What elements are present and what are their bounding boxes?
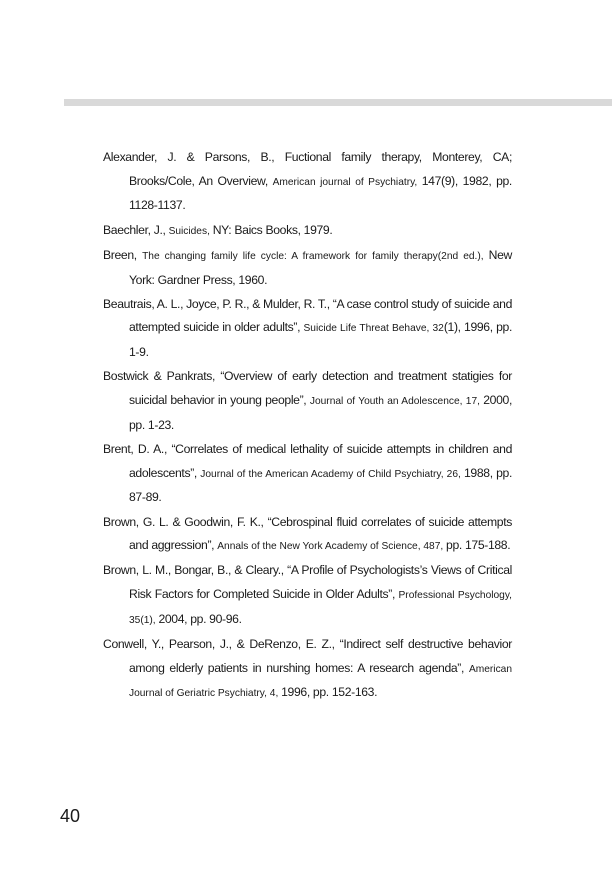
reference-details: New York: Gardner Press, 1960.	[129, 247, 512, 287]
reference-source: Annals of the New York Academy of Science, 487,	[217, 541, 447, 553]
reference-authors-title: Bostwick & Pankrats, “Overview of early detection and treatment statigies for suicidal behavior in young people”,	[103, 369, 512, 408]
reference-source: Suicide Life Threat Behave, 32	[303, 323, 444, 335]
reference-entry	[103, 146, 512, 218]
reference-details: NY: Baics Books, 1979.	[212, 222, 333, 237]
reference-source: Suicides,	[168, 225, 213, 237]
reference-authors-title: Brown, G. L. & Goodwin, F. K., “Cebrospinal fluid correlates of suicide attempts and aggression”,	[103, 514, 512, 553]
reference-source: American Journal of Geriatric Psychiatry, 4,	[129, 663, 512, 700]
reference-source: Professional Psychology, 35(1),	[129, 590, 513, 626]
reference-authors-title: Baechler, J.,	[103, 222, 169, 237]
reference-authors-title: Breen,	[103, 247, 143, 262]
reference-details: 1996, pp. 152-163.	[281, 685, 378, 700]
reference-entry	[103, 559, 512, 632]
reference-authors-title: Beautrais, A. L., Joyce, P. R., & Mulder, R. T., “A case control study of suicide and attempted suicide in older adults”,	[103, 296, 512, 335]
header-rule	[64, 99, 612, 106]
reference-details: 1988, pp. 87-89.	[129, 465, 512, 505]
reference-details: 147(9), 1982, pp. 1128-1137.	[129, 173, 512, 213]
reference-source: American journal of Psychiatry,	[272, 176, 422, 188]
reference-details: 2004, pp. 90-96.	[158, 611, 242, 626]
reference-authors-title: Brent, D. A., “Correlates of medical lethality of suicide attempts in children and adolescents”,	[103, 441, 512, 480]
reference-authors-title: Brown, L. M., Bongar, B., & Cleary., “A Profile of Psychologists’s Views of Critical Risk Factors for Completed Suicide in Older Adults”,	[103, 563, 512, 602]
reference-source: The changing family life cycle: A framework for family therapy(2nd ed.),	[142, 250, 489, 262]
reference-source: Journal of Youth an Adolescence, 17,	[309, 396, 484, 408]
reference-entry	[103, 293, 512, 365]
reference-entry	[103, 438, 512, 510]
reference-entry	[103, 219, 512, 244]
reference-authors-title: Alexander, J. & Parsons, B., Fuctional family therapy, Monterey, CA; Brooks/Cole, An Overview,	[103, 150, 512, 188]
reference-details: pp. 175-188.	[446, 538, 511, 553]
reference-details: 2000, pp. 1-23.	[129, 393, 512, 432]
reference-list	[103, 146, 512, 707]
reference-entry	[103, 244, 512, 292]
reference-source: Journal of the American Academy of Child Psychiatry, 26,	[200, 468, 464, 480]
reference-authors-title: Conwell, Y., Pearson, J., & DeRenzo, E. Z., “Indirect self destructive behavior among elderly patients in nurshing homes: A research agenda”,	[103, 637, 512, 675]
page-number: 40	[60, 806, 81, 826]
reference-entry	[103, 633, 512, 706]
reference-entry	[103, 511, 512, 559]
reference-details: (1), 1996, pp. 1-9.	[129, 320, 512, 360]
reference-entry	[103, 365, 512, 437]
